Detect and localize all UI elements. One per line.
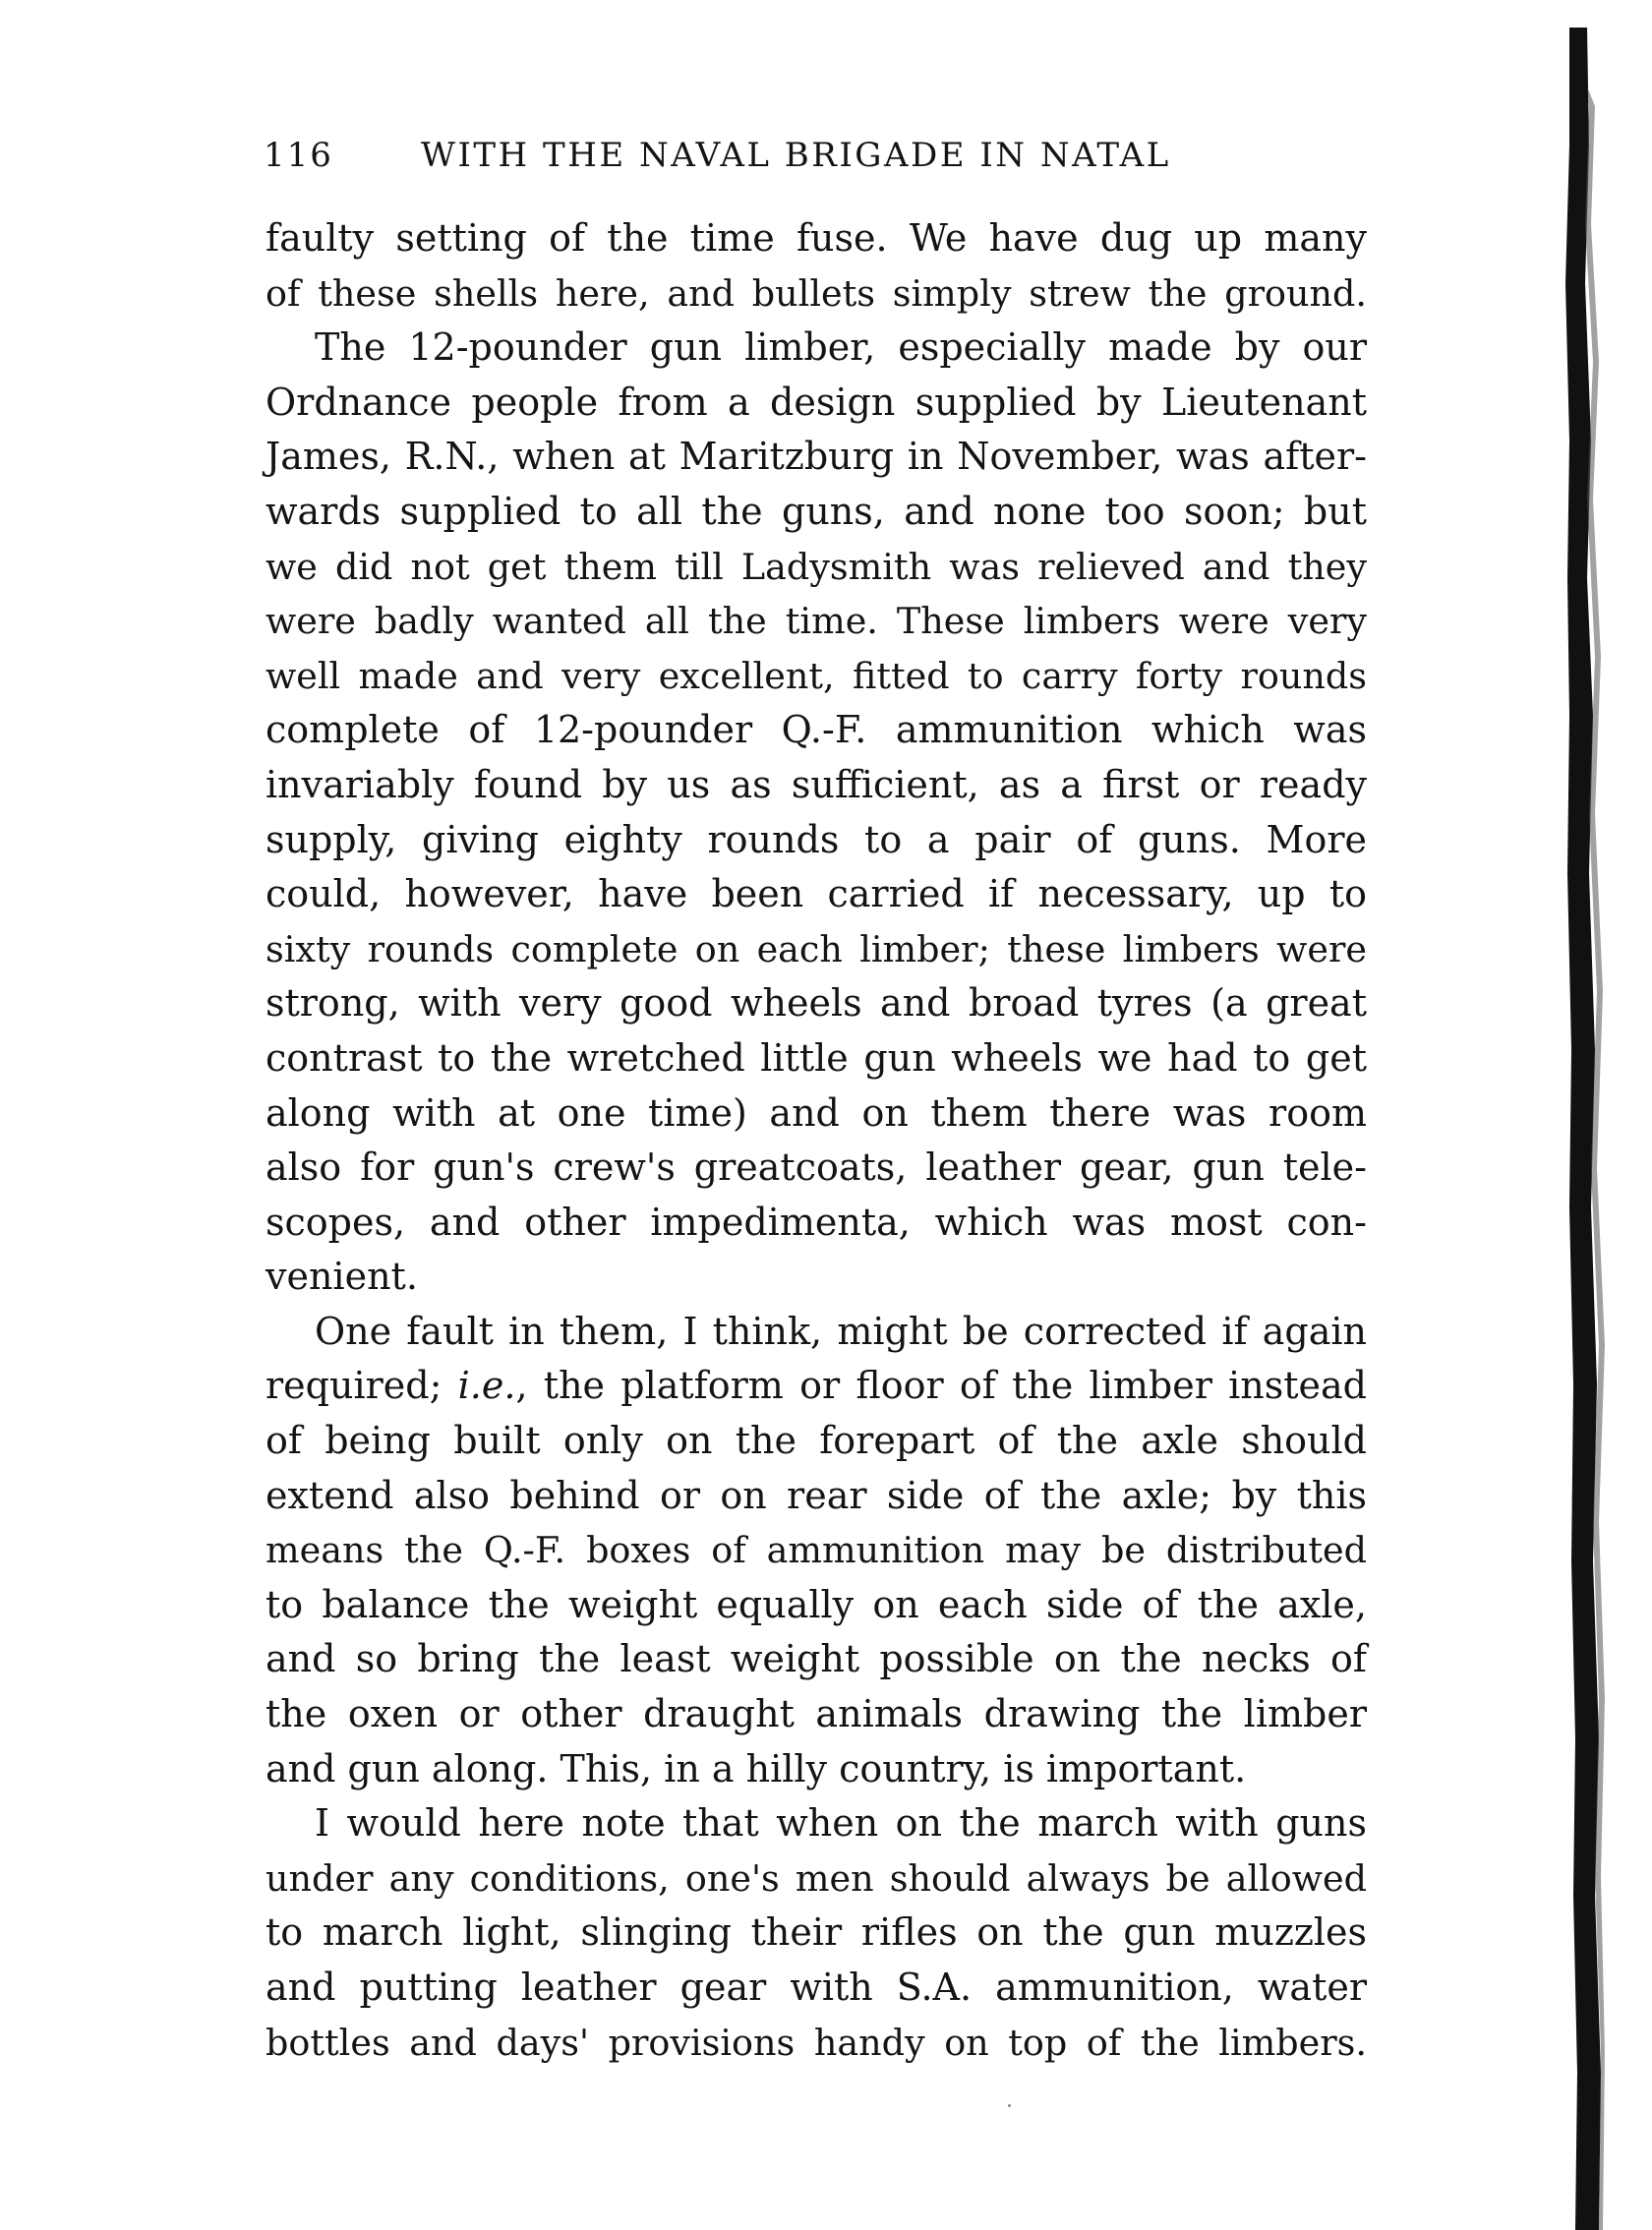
line-remainder: the platform or floor of the limber instead <box>543 1364 1367 1408</box>
scan-binding-edge <box>1565 28 1605 2230</box>
stray-ink-mark <box>1008 2104 1011 2107</box>
paragraph-start-line: One fault in them, I think, might be corrected if again <box>315 1309 1367 1353</box>
text-line: were badly wanted all the time. These limbers were very <box>266 600 1367 643</box>
text-line: wards supplied to all the guns, and none too soon; but <box>266 489 1367 533</box>
paragraph-start-line: I would here note that when on the march with guns <box>315 1801 1367 1846</box>
page-number: 116 <box>264 136 333 175</box>
text-line: well made and very excellent, fitted to carry forty rounds <box>266 654 1367 697</box>
text-line: James, R.N., when at Maritzburg in November, was after- <box>266 435 1367 479</box>
paragraph-end-line: venient. <box>266 1255 418 1299</box>
text-line: Ordnance people from a design supplied by Lieutenant <box>266 380 1367 424</box>
paragraph-start-line: The 12-pounder gun limber, especially made by our <box>315 325 1367 370</box>
text-line: means the Q.-F. boxes of ammunition may be distributed <box>266 1529 1367 1572</box>
paragraph-end-line: and gun along. This, in a hilly country, is important. <box>266 1746 1247 1790</box>
text-line: extend also behind or on rear side of the axle; by this <box>266 1473 1367 1517</box>
text-line: and so bring the least weight possible on the necks of <box>266 1637 1367 1681</box>
text-line: we did not get them till Ladysmith was relieved and they <box>266 545 1367 588</box>
text-line: along with at one time) and on them there was room <box>266 1090 1367 1135</box>
text-line: the oxen or other draught animals drawing the limber <box>266 1692 1367 1736</box>
text-line <box>266 1359 1367 1414</box>
text-line: supply, giving eighty rounds to a pair of guns. More <box>266 817 1367 861</box>
text-line: and putting leather gear with S.A. ammunition, water <box>266 1966 1367 2009</box>
text-line: invariably found by us as sufficient, as a first or ready <box>266 762 1367 806</box>
text-line: to march light, slinging their rifles on the gun muzzles <box>266 1910 1367 1955</box>
running-head <box>264 136 1247 185</box>
text-line: bottles and days' provisions handy on top of the limbers. <box>266 2021 1367 2064</box>
text-line: of these shells here, and bullets simply strew the ground. <box>266 271 1367 315</box>
body-text <box>266 211 1367 2070</box>
text-line: to balance the weight equally on each side of the axle, <box>266 1582 1367 1626</box>
text-line: complete of 12-pounder Q.-F. ammunition which was <box>266 708 1367 752</box>
text-line: of being built only on the forepart of the axle should <box>266 1419 1367 1463</box>
text-line: also for gun's crew's greatcoats, leather gear, gun tele- <box>266 1145 1367 1190</box>
comma: , <box>515 1364 528 1408</box>
text-line: scopes, and other impedimenta, which was most con- <box>266 1200 1367 1244</box>
text-line: under any conditions, one's men should always be allowed <box>266 1856 1367 1900</box>
italic-abbreviation: i.e. <box>457 1364 516 1408</box>
book-title: WITH THE NAVAL BRIGADE IN NATAL <box>421 136 1171 175</box>
text-line: could, however, have been carried if necessary, up to <box>266 872 1367 916</box>
text-line: contrast to the wretched little gun wheels we had to get <box>266 1035 1367 1080</box>
text-line: strong, with very good wheels and broad tyres (a great <box>266 981 1367 1026</box>
text-line: faulty setting of the time fuse. We have dug up many <box>266 216 1367 260</box>
text-line: sixty rounds complete on each limber; these limbers were <box>266 927 1367 970</box>
line-prefix: required; <box>266 1364 458 1408</box>
